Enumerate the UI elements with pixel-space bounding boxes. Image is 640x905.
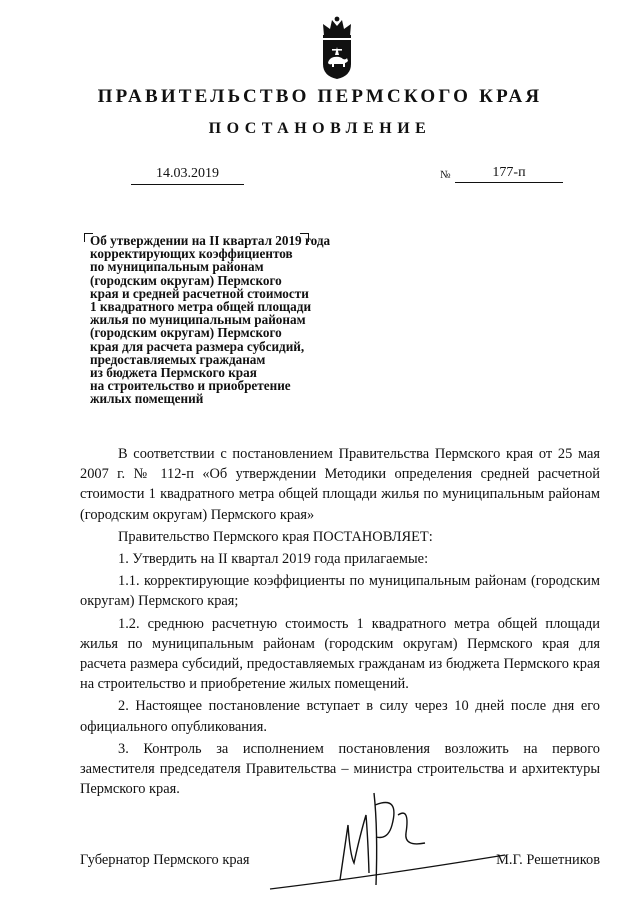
clause-3: 3. Контроль за исполнением постановления возложить на первого заместителя председателя Правительства – министра строительства и архитектуры Пермского края. bbox=[80, 740, 600, 798]
subject-line: корректирующих коэффициентов bbox=[90, 246, 293, 262]
document-body bbox=[80, 444, 600, 799]
subject-line: жилья по муниципальным районам bbox=[90, 312, 306, 328]
subject-line: жилых помещений bbox=[90, 391, 204, 407]
signer-position: Губернатор Пермского края bbox=[80, 852, 250, 868]
subject-line: края и средней расчетной стоимости bbox=[90, 285, 309, 301]
subject-line: на строительство и приобретение bbox=[90, 378, 291, 394]
document-subject bbox=[90, 234, 390, 406]
number-underline bbox=[455, 182, 563, 183]
subject-line: 1 квадратного метра общей площади bbox=[90, 299, 312, 315]
document-date: 14.03.2019 bbox=[156, 166, 219, 181]
clause-1: 1. Утвердить на II квартал 2019 года прилагаемые: bbox=[118, 551, 429, 568]
preamble-paragraph: В соответствии с постановлением Правительства Пермского края от 25 мая 2007 г. № 112-п «Об утверждении Методики определения средней расчетной стоимости 1 квадратного метра общей площади жилья по муниципальным районам (городским округам) Пермского края» bbox=[80, 446, 600, 523]
document-number: 177-п bbox=[492, 165, 526, 180]
clause-1-1: 1.1. корректирующие коэффициенты по муниципальным районам (городским округам) Пермского края; bbox=[80, 573, 600, 610]
subject-line: (городским округам) Пермского bbox=[90, 272, 282, 288]
signature-icon bbox=[250, 785, 510, 895]
subject-line: предоставляемых гражданам bbox=[90, 351, 266, 367]
date-underline bbox=[131, 184, 244, 185]
subject-line: из бюджета Пермского края bbox=[90, 365, 257, 381]
subject-line: по муниципальным районам bbox=[90, 259, 264, 275]
subject-line: края для расчета размера субсидий, bbox=[90, 338, 305, 354]
clause-2: 2. Настоящее постановление вступает в силу через 10 дней после дня его официального опубликования. bbox=[80, 698, 600, 735]
clause-1-2: 1.2. среднюю расчетную стоимость 1 квадратного метра общей площади жилья по муниципальным районам (городским округам) Пермского края для расчета размера субсидий, предоставляемых гражданам из бюджета Пермского края на строительство и приобретение жилых помещений. bbox=[80, 615, 600, 693]
coat-of-arms-icon bbox=[319, 14, 355, 80]
resolves-paragraph: Правительство Пермского края ПОСТАНОВЛЯЕТ: bbox=[118, 528, 433, 545]
number-sign: № bbox=[440, 169, 451, 181]
subject-line: Об утверждении на II квартал 2019 года bbox=[90, 233, 331, 248]
government-title: ПРАВИТЕЛЬСТВО ПЕРМСКОГО КРАЯ bbox=[97, 86, 543, 107]
signer-name: М.Г. Решетников bbox=[496, 852, 600, 868]
document-type: ПОСТАНОВЛЕНИЕ bbox=[208, 120, 432, 137]
subject-line: (городским округам) Пермского bbox=[90, 325, 282, 341]
